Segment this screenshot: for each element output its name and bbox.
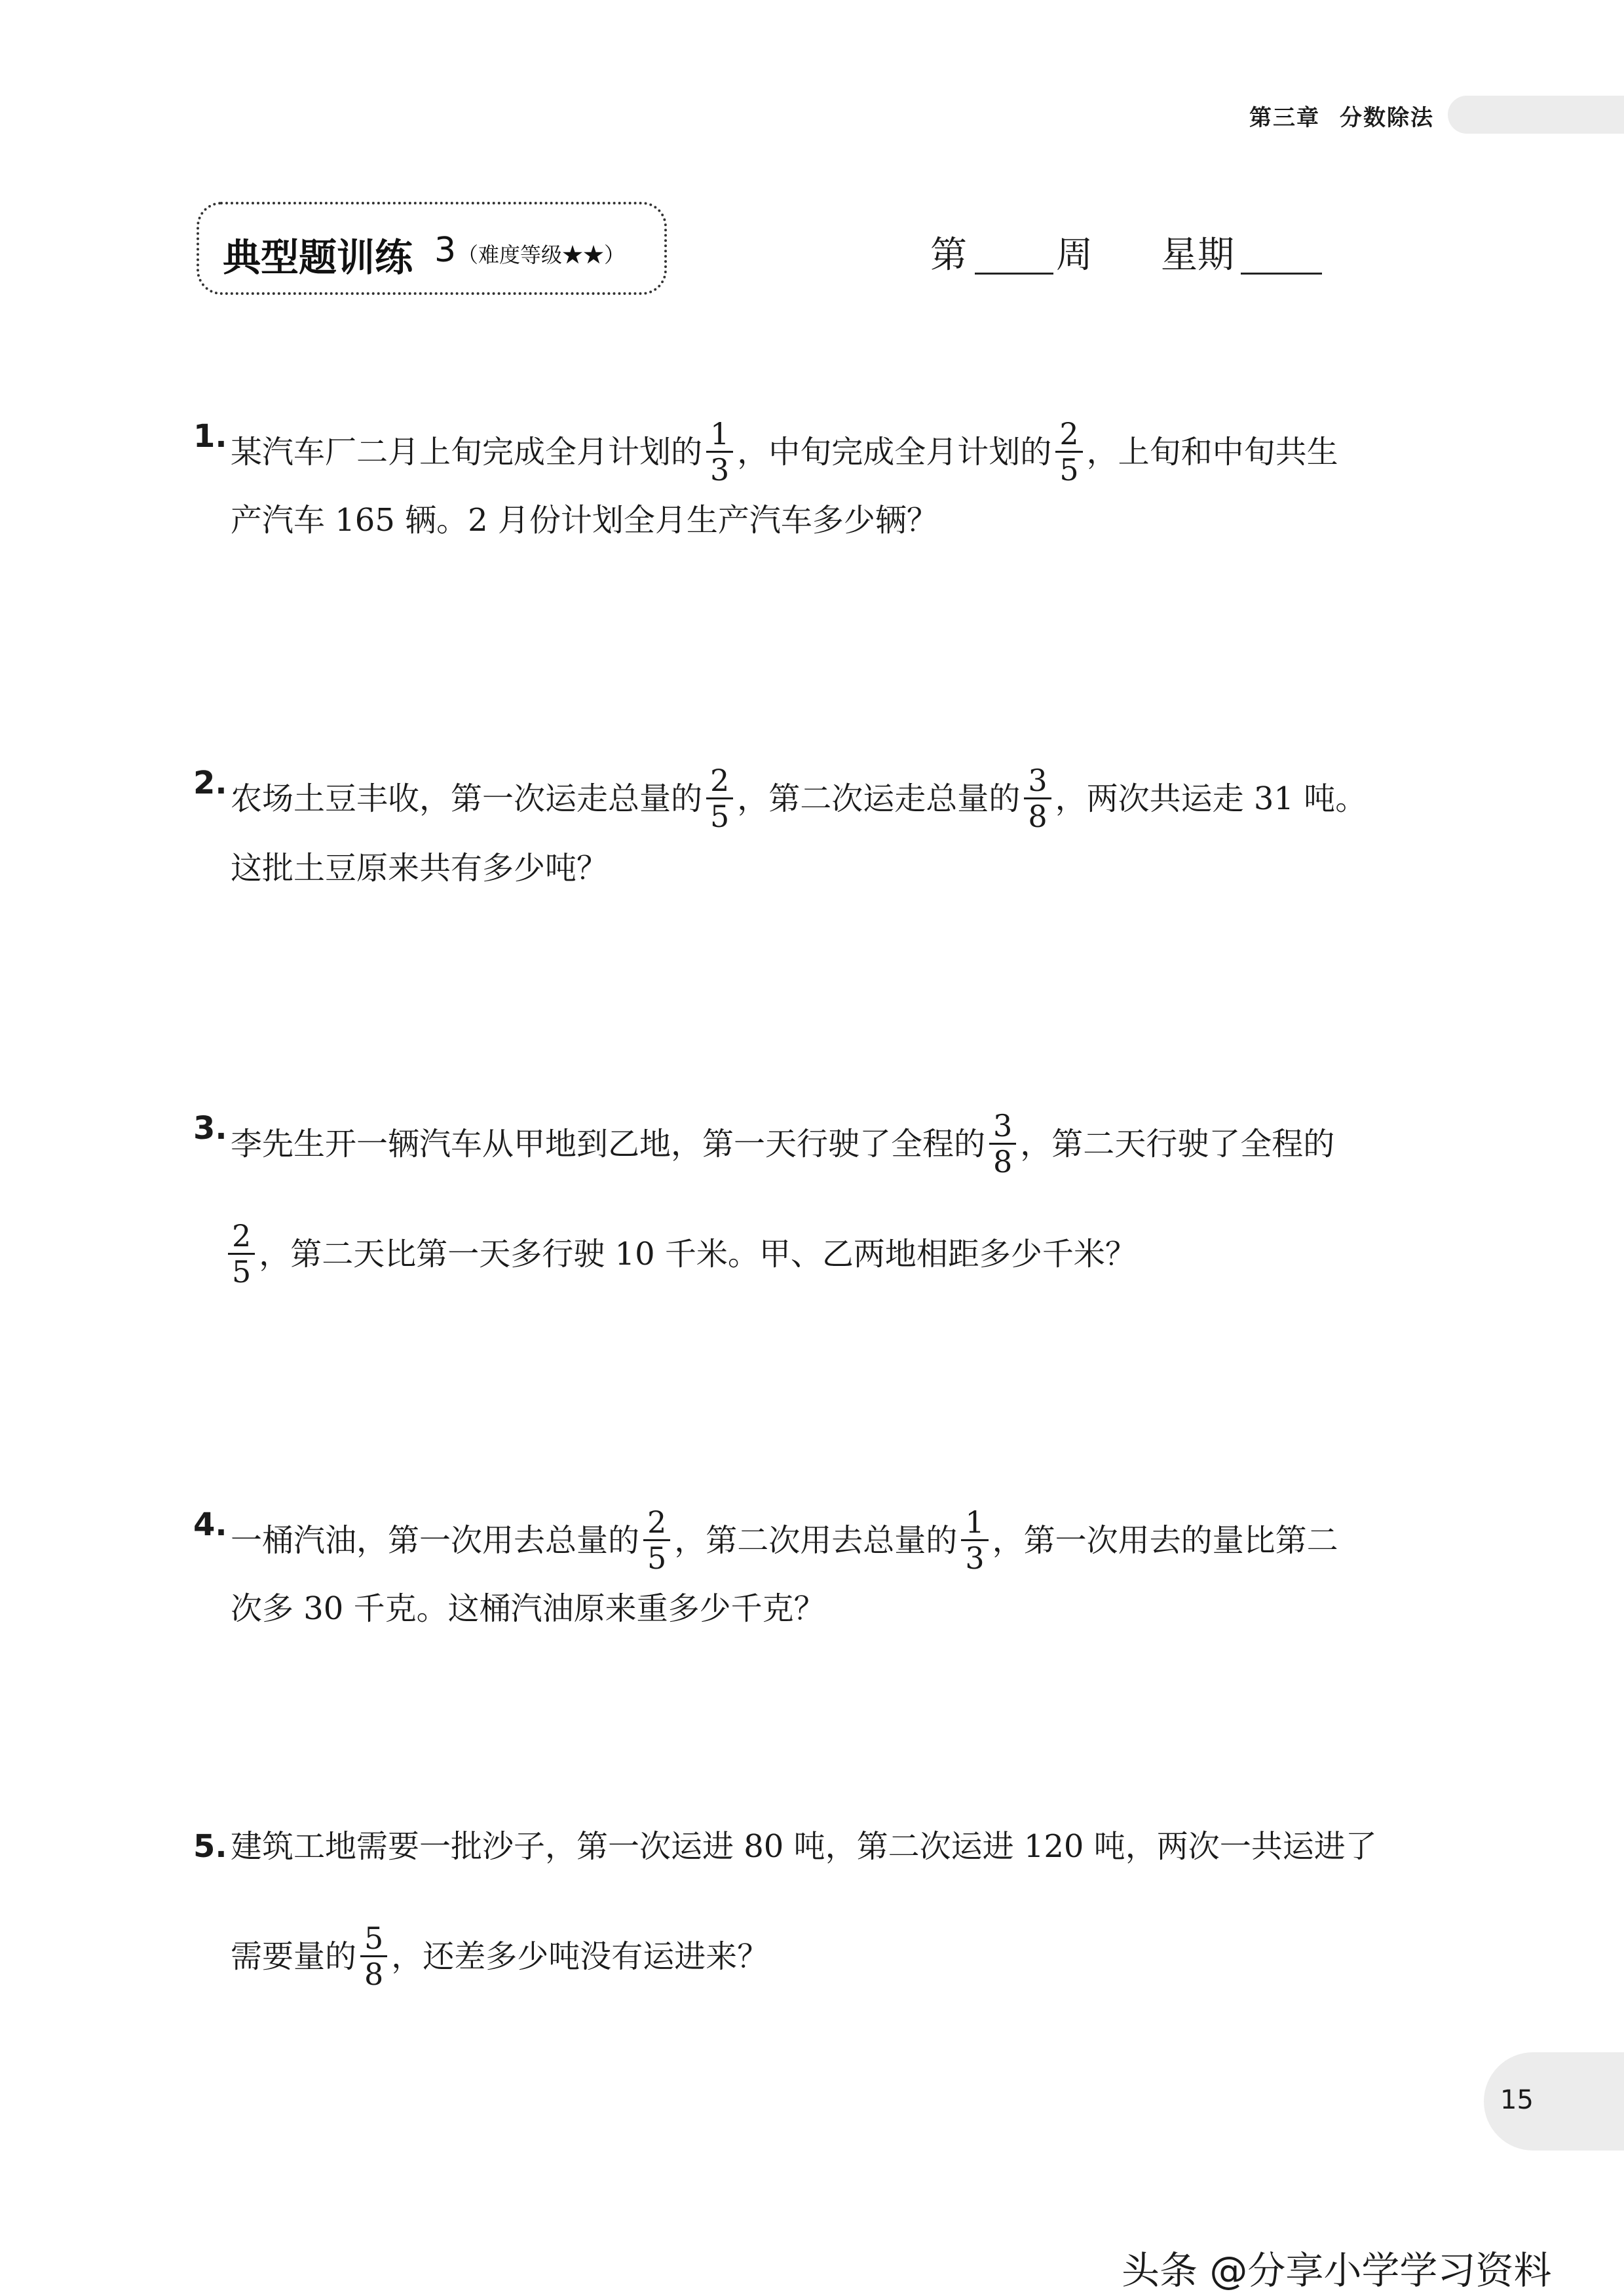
question-5-line-1: 建筑工地需要一批沙子，第一次运进 80 吨，第二次运进 120 吨，两次一共运进了	[231, 1828, 1377, 1865]
question-4-fraction-1: $\frac{2}{5}$	[643, 1505, 670, 1575]
difficulty-label: （难度等级★★）	[457, 242, 626, 267]
page-number: 15	[1500, 2085, 1534, 2115]
question-3-text-b: ，第二天行驶了全程的	[1020, 1125, 1335, 1162]
question-3-fraction-2: $\frac{2}{5}$	[228, 1219, 255, 1289]
week-blank[interactable]	[975, 273, 1053, 275]
watermark: 头条 @分享小学学习资料	[1122, 2248, 1552, 2293]
question-2-fraction-2: $\frac{3}{8}$	[1024, 763, 1051, 833]
question-3-number: 3.	[193, 1110, 227, 1147]
question-4-line-2: 次多 30 千克。这桶汽油原来重多少千克？	[231, 1590, 825, 1627]
question-1-text-a: 某汽车厂二月上旬完成全月计划的	[231, 433, 703, 470]
question-5-line-2	[231, 1921, 768, 1991]
chapter-title: 分数除法	[1340, 105, 1434, 131]
question-3-line-2	[228, 1219, 1137, 1289]
weekday-blank[interactable]	[1241, 273, 1322, 275]
chapter-header	[1249, 100, 1434, 132]
question-4-text-c: ，第一次用去的量比第二	[992, 1521, 1338, 1559]
question-5-fraction-1: $\frac{5}{8}$	[360, 1921, 387, 1991]
question-4-fraction-2: $\frac{1}{3}$	[961, 1505, 988, 1575]
question-2-line-1	[231, 763, 1367, 833]
question-1-fraction-2: $\frac{2}{5}$	[1055, 417, 1082, 487]
question-3-line-1	[231, 1109, 1334, 1179]
question-1-fraction-1: $\frac{1}{3}$	[706, 417, 733, 487]
question-5-number: 5.	[193, 1828, 227, 1865]
question-4-line-1	[231, 1505, 1338, 1575]
question-5-text-a: 需要量的	[231, 1938, 357, 1975]
question-1-text-b: ，中旬完成全月计划的	[737, 433, 1052, 470]
question-2-number: 2.	[193, 765, 227, 801]
question-1-number: 1.	[193, 418, 227, 455]
question-5-text-b: ，还差多少吨没有运进来？	[391, 1938, 769, 1975]
week-prefix: 第	[930, 234, 967, 277]
chapter-label: 第三章	[1249, 105, 1320, 131]
section-title: 典型题训练	[223, 235, 413, 280]
weekday-label: 星期	[1161, 234, 1234, 277]
header-tab	[1448, 96, 1624, 134]
question-2-text-a: 农场土豆丰收，第一次运走总量的	[231, 780, 703, 817]
question-3-fraction-1: $\frac{3}{8}$	[989, 1109, 1016, 1179]
section-number: 3	[434, 231, 457, 270]
question-1-line-2: 产汽车 165 辆。2 月份计划全月生产汽车多少辆？	[231, 502, 938, 539]
question-2-text-c: ，两次共运走 31 吨。	[1055, 780, 1367, 817]
question-2-fraction-1: $\frac{2}{5}$	[706, 763, 733, 833]
question-4-text-a: 一桶汽油，第一次用去总量的	[231, 1521, 640, 1559]
question-1-line-1	[231, 417, 1338, 487]
question-1-text-c: ，上旬和中旬共生	[1086, 433, 1338, 470]
question-3-text-c: ，第二天比第一天多行驶 10 千米。甲、乙两地相距多少千米？	[259, 1235, 1137, 1272]
question-2-line-2: 这批土豆原来共有多少吨？	[231, 850, 609, 887]
question-2-text-b: ，第二次运走总量的	[737, 780, 1021, 817]
question-3-text-a: 李先生开一辆汽车从甲地到乙地，第一天行驶了全程的	[231, 1125, 986, 1162]
question-4-number: 4.	[193, 1506, 227, 1543]
question-4-text-b: ，第二次用去总量的	[674, 1521, 958, 1559]
week-suffix: 周	[1056, 234, 1093, 277]
